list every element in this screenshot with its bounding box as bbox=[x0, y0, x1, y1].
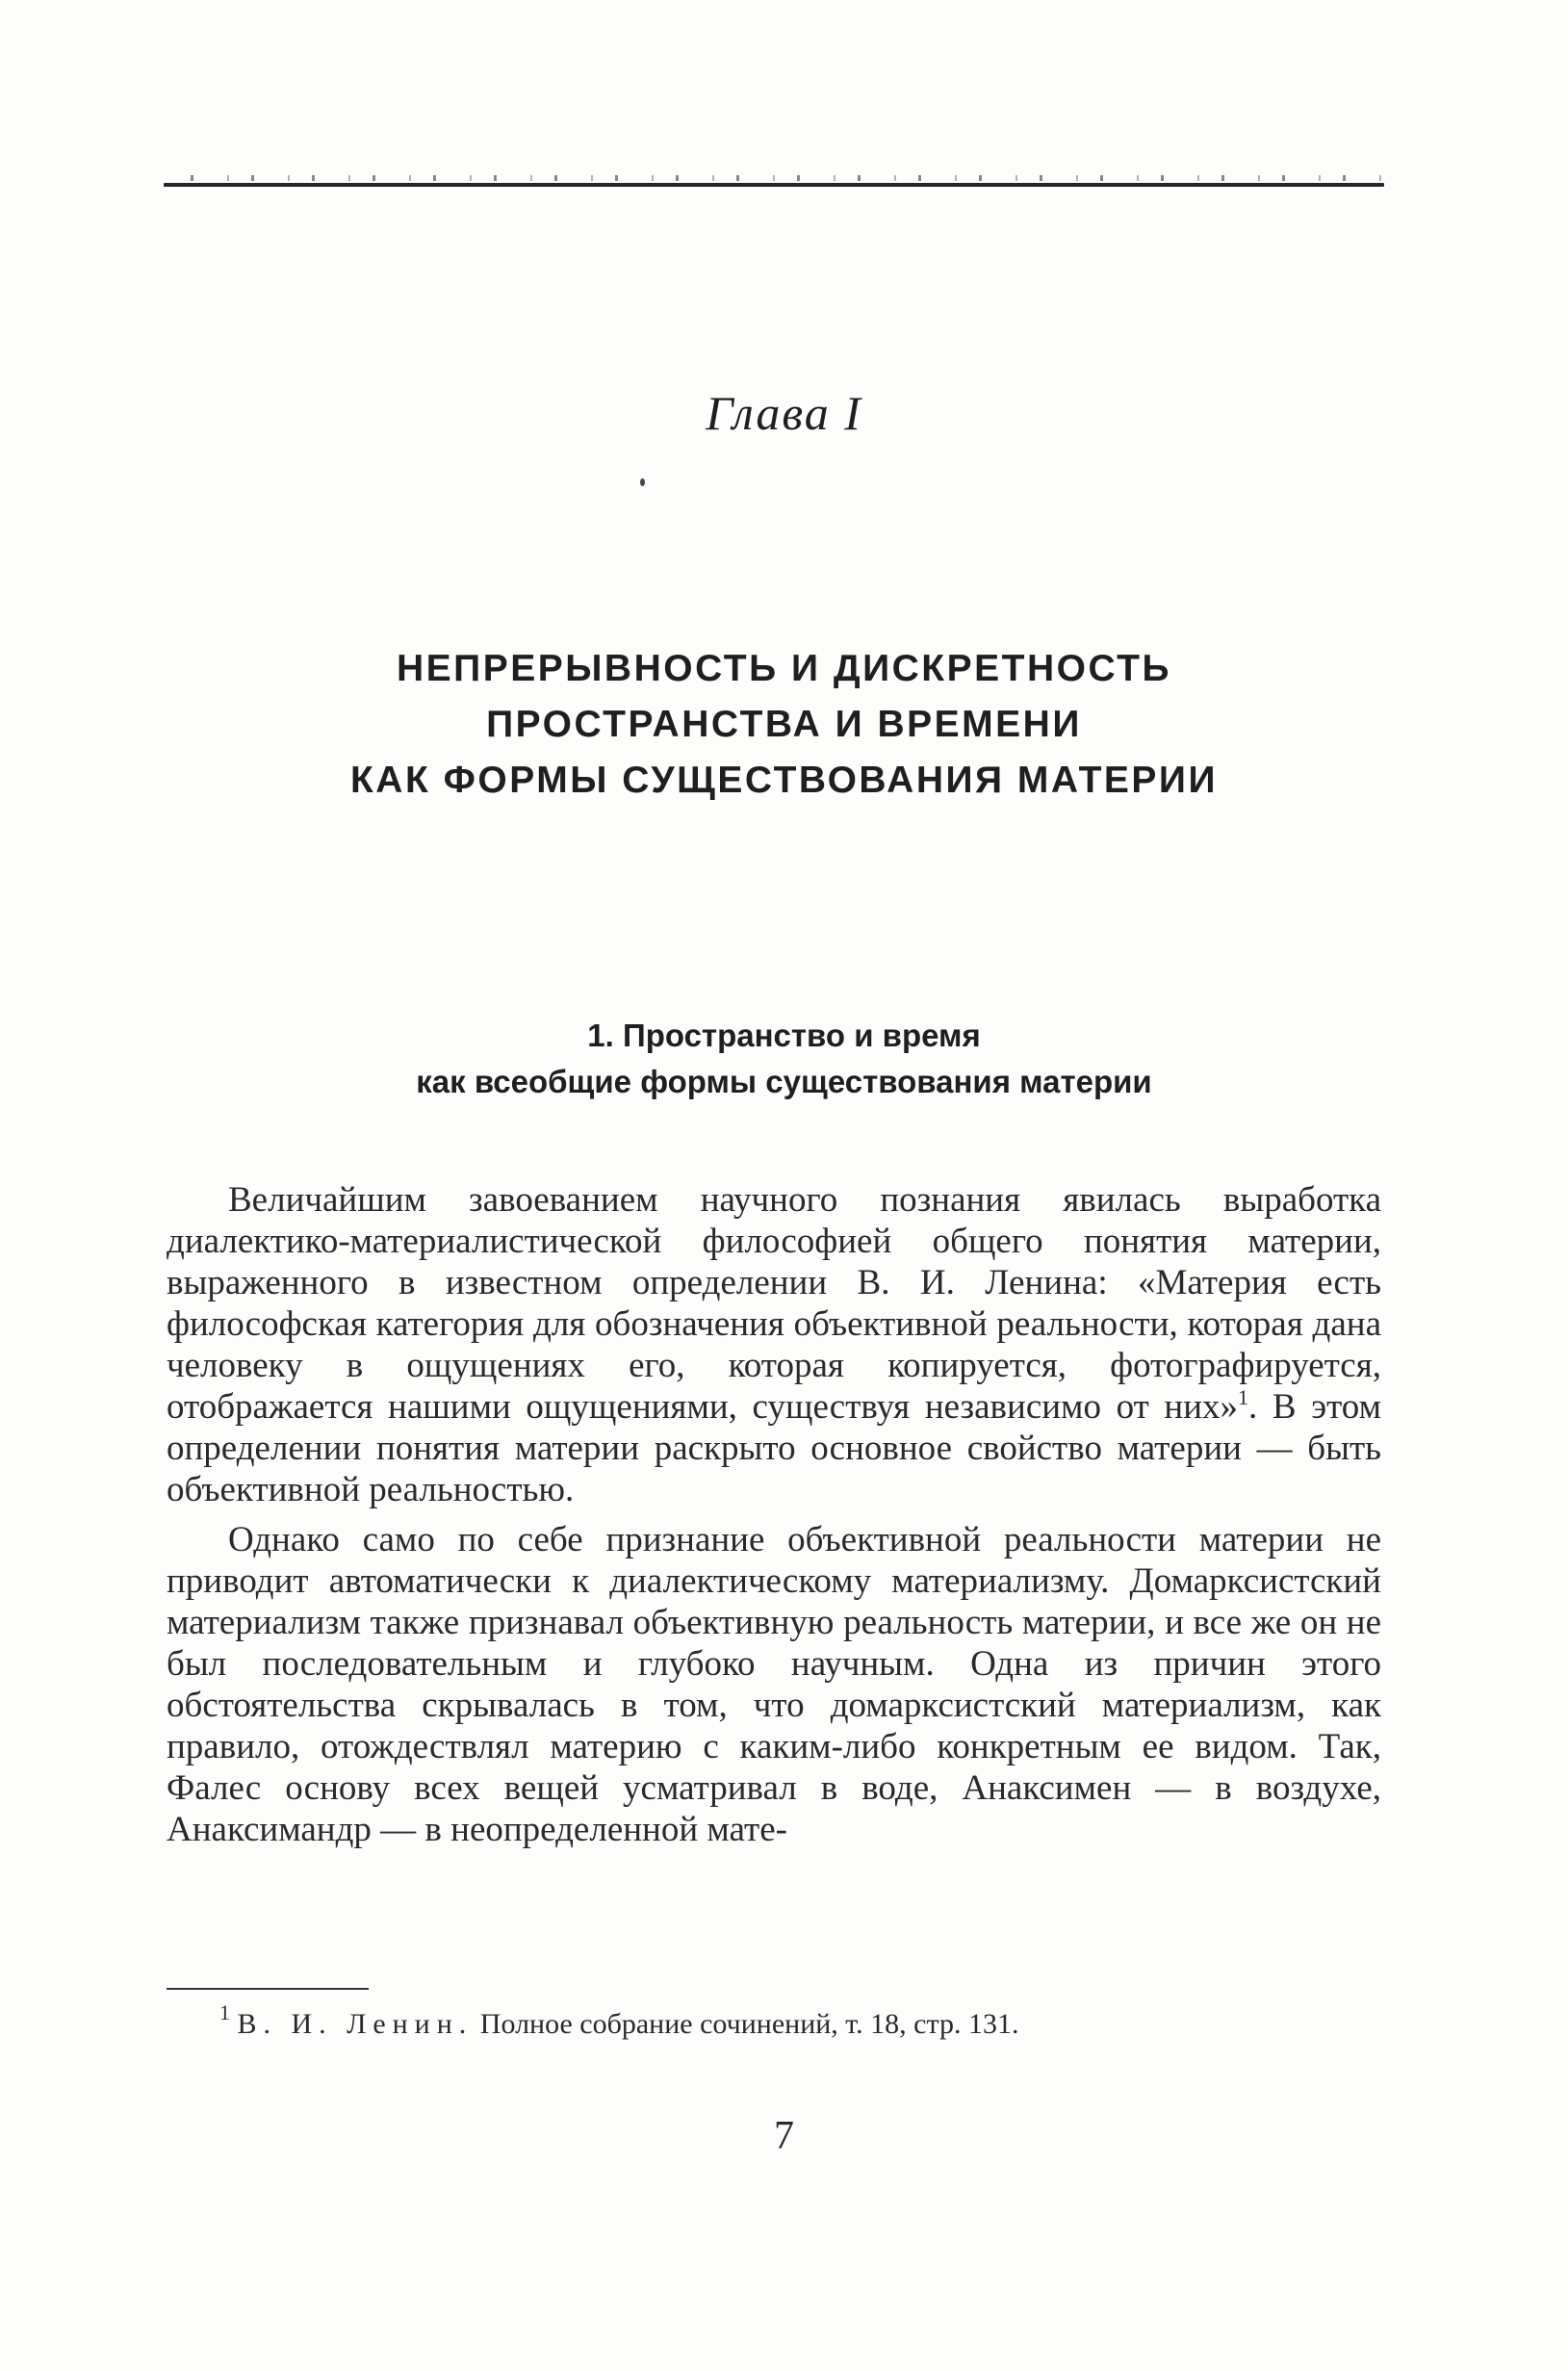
header-rule bbox=[164, 183, 1384, 187]
footnote-rule bbox=[167, 1988, 369, 1990]
paragraph-1-text-end: . В этом определении понятия материи раскрыто основное свойство материи — быть объективной реальностью. bbox=[167, 1387, 1382, 1509]
chapter-title-line-2: ПРОСТРАНСТВА И ВРЕМЕНИ bbox=[486, 704, 1082, 745]
section-title bbox=[0, 1013, 1568, 1105]
chapter-title-line-1: НЕПРЕРЫВНОСТЬ И ДИСКРЕТНОСТЬ bbox=[396, 648, 1172, 689]
chapter-title bbox=[0, 641, 1568, 809]
header-rule-speckle bbox=[168, 175, 1381, 181]
footnote-text: Полное собрание сочинений, т. 18, стр. 131. bbox=[479, 2008, 1019, 2040]
footnote-reference: 1 bbox=[1238, 1385, 1249, 1409]
page-number: 7 bbox=[774, 2114, 794, 2158]
paragraph-1 bbox=[167, 1179, 1381, 1510]
body-text bbox=[167, 1179, 1381, 1850]
print-speck bbox=[640, 478, 645, 486]
chapter-title-line-3: КАК ФОРМЫ СУЩЕСТВОВАНИЯ МАТЕРИИ bbox=[349, 760, 1218, 801]
footnote-marker: 1 bbox=[219, 2000, 230, 2024]
footnote bbox=[219, 2000, 1019, 2042]
section-title-line-1: 1. Пространство и время bbox=[587, 1018, 981, 1053]
footnote-author: В. И. Ленин. bbox=[237, 2008, 474, 2040]
paragraph-1-text: Величайшим завоеванием научного познания явилась выработка диалектико-материалистической философией общего понятия материи, выраженного в известном определении В. И. Ленина: «Материя есть философская категория для обозначения объективной реальности, которая дана человеку в ощущениях его, которая копируется, фотографируется, отображается нашими ощущениями, существуя независимо от них» bbox=[167, 1180, 1381, 1427]
paragraph-2: Однако само по себе признание объективной реальности материи не приводит автоматически к диалектическому материализму. Домарксистский материализм также признавал объективную реальность материи, и все же он не был последовательным и глубоко научным. Одна из причин этого обстоятельства скрывалась в том, что домарксистский материализм, как правило, отождествлял материю с каким-либо конкретным ее видом. Так, Фалес основу всех вещей усматривал в воде, Анаксимен — в воздухе, Анаксимандр — в неопределенной мате- bbox=[167, 1520, 1381, 1849]
section-title-line-2: как всеобщие формы существования материи bbox=[416, 1064, 1152, 1099]
chapter-label: Глава I bbox=[706, 386, 862, 440]
